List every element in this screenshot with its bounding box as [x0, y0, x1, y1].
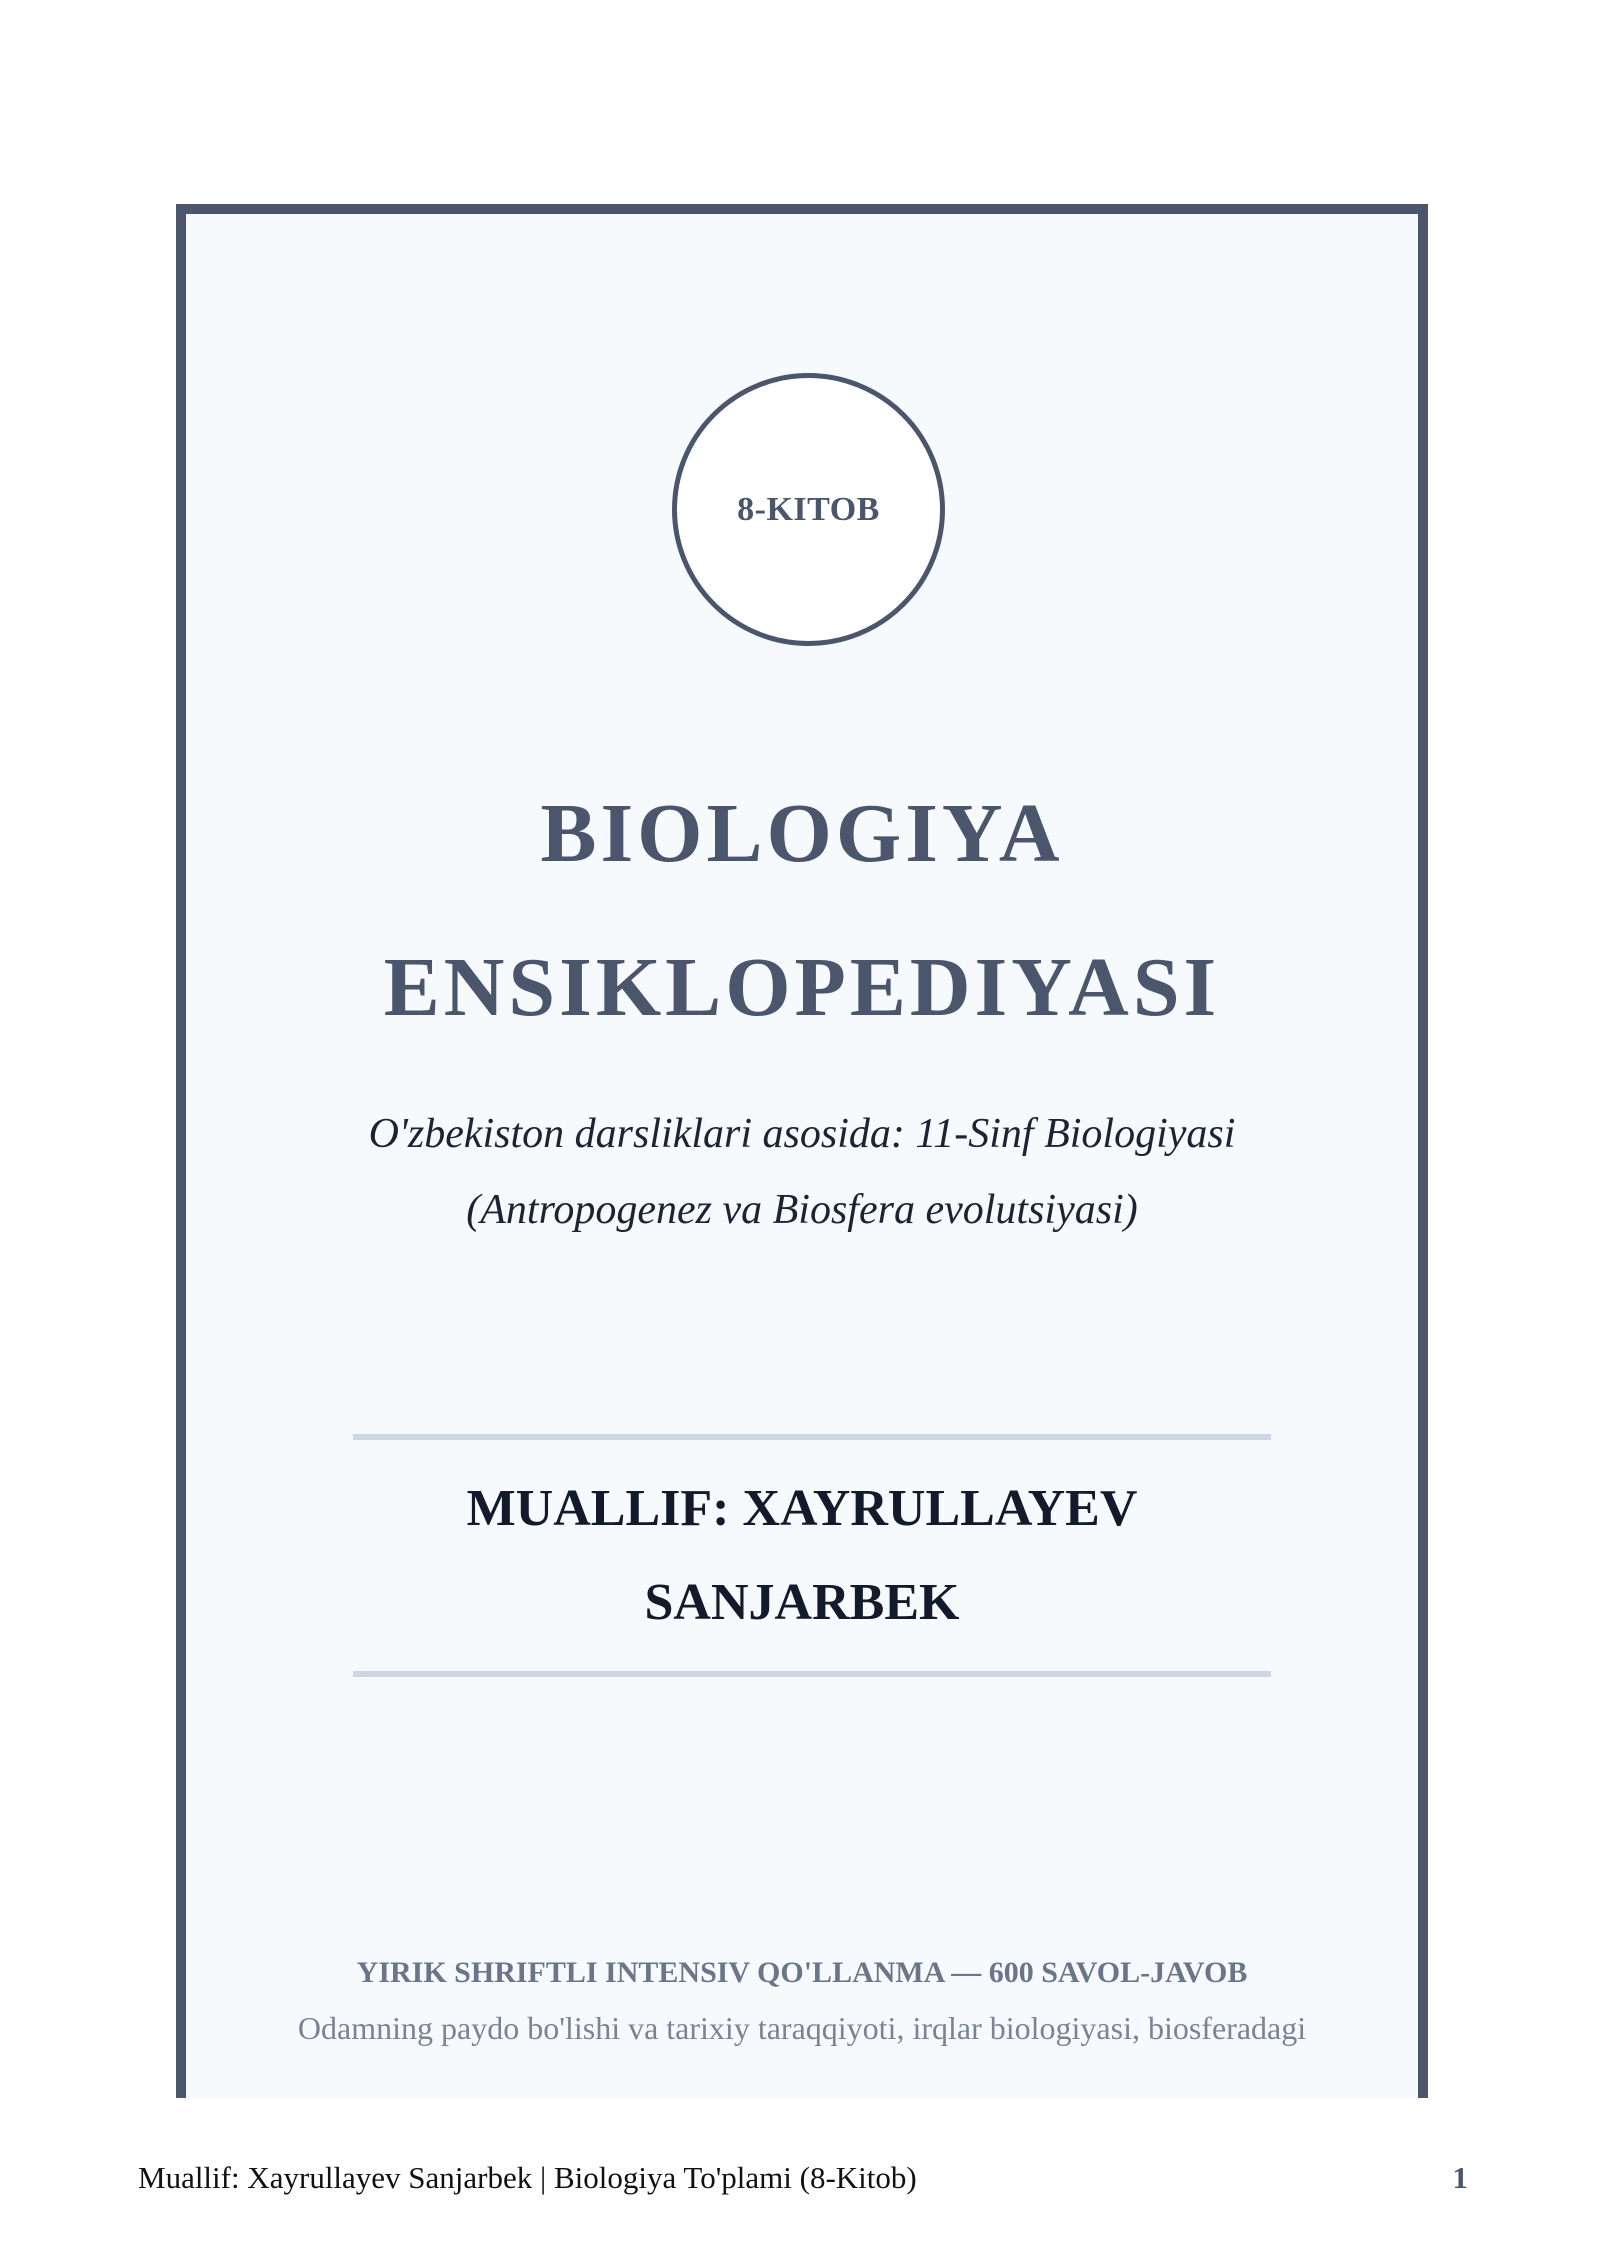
author-line-2: SANJARBEK: [644, 1574, 960, 1631]
subtitle-line-2: (Antropogenez va Biosfera evolutsiyasi): [466, 1187, 1138, 1233]
title-line-2: ENSIKLOPEDIYASI: [383, 941, 1221, 1034]
author-line-1: MUALLIF: XAYRULLAYEV: [466, 1480, 1138, 1537]
page-number: 1: [1452, 2160, 1468, 2195]
tagline: YIRIK SHRIFTLI INTENSIV QO'LLANMA — 600 SAVOL-JAVOB: [356, 1956, 1248, 1989]
description: Odamning paydo bo'lishi va tarixiy taraqqiyoti, irqlar biologiyasi, biosferadagi: [297, 2010, 1307, 2046]
top-divider: [353, 1434, 1271, 1440]
book-number-badge: [672, 373, 945, 646]
footer-text: Muallif: Xayrullayev Sanjarbek | Biologiya To'plami (8-Kitob): [138, 2160, 917, 2195]
book-cover: [176, 204, 1428, 2098]
subtitle-line-1: O'zbekiston darsliklari asosida: 11-Sinf Biologiyasi: [368, 1111, 1236, 1157]
book-number-label: 8-KITOB: [737, 490, 880, 528]
title-line-1: BIOLOGIYA: [540, 787, 1064, 880]
bottom-divider: [353, 1671, 1271, 1677]
